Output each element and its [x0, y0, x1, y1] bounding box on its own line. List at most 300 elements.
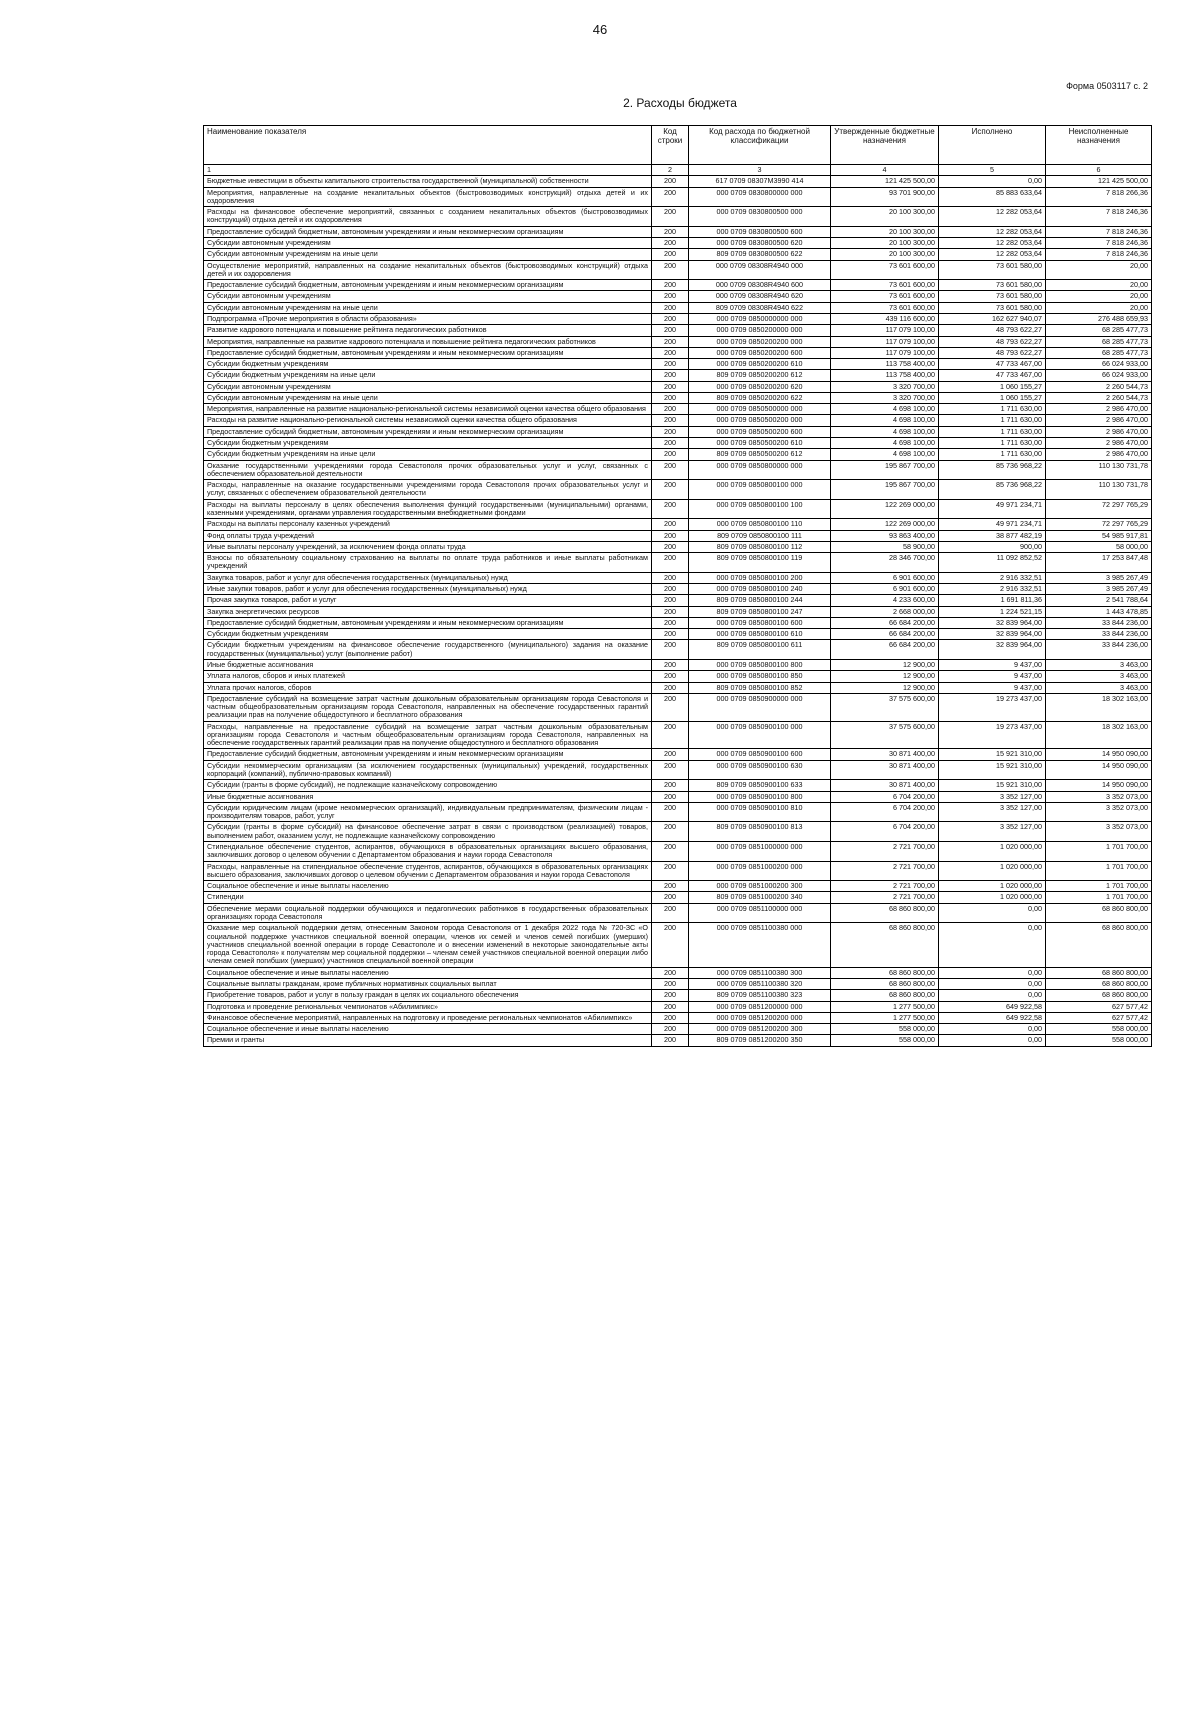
row-approved: 2 721 700,00 — [831, 892, 939, 903]
row-executed: 38 877 482,19 — [939, 530, 1046, 541]
row-executed: 1 020 000,00 — [939, 861, 1046, 881]
row-line-code: 200 — [652, 438, 689, 449]
row-name: Расходы, направленные на предоставление субсидий на возмещение затрат частным дошкольным образовательным организациям города Севастополя и частным общеобразовательным организациям города Севастополя, направленных на обеспечение государственных гарантий реализации прав на получение общедоступного и бесплатного образования — [204, 721, 652, 749]
row-line-code: 200 — [652, 176, 689, 187]
row-name: Субсидии некоммерческим организациям (за исключением государственных (муниципальных) учреждений, государственных корпораций (компаний), публично-правовых компаний) — [204, 760, 652, 780]
row-executed: 73 601 580,00 — [939, 291, 1046, 302]
row-expense-code: 000 0709 0851000200 000 — [689, 861, 831, 881]
row-executed: 1 020 000,00 — [939, 881, 1046, 892]
row-approved: 20 100 300,00 — [831, 237, 939, 248]
row-unexecuted: 66 024 933,00 — [1046, 370, 1152, 381]
row-unexecuted: 20,00 — [1046, 302, 1152, 313]
row-unexecuted: 3 352 073,00 — [1046, 791, 1152, 802]
row-approved: 73 601 600,00 — [831, 260, 939, 280]
table-row — [204, 1024, 1152, 1035]
row-approved: 73 601 600,00 — [831, 280, 939, 291]
table-row — [204, 967, 1152, 978]
row-unexecuted: 110 130 731,78 — [1046, 460, 1152, 480]
row-expense-code: 000 0709 0851100380 000 — [689, 923, 831, 967]
row-line-code: 200 — [652, 553, 689, 573]
row-approved: 12 900,00 — [831, 659, 939, 670]
table-row — [204, 226, 1152, 237]
row-approved: 4 698 100,00 — [831, 404, 939, 415]
row-approved: 20 100 300,00 — [831, 249, 939, 260]
row-line-code: 200 — [652, 249, 689, 260]
row-name: Оказание мер социальной поддержки детям, отнесенным Законом города Севастополя от 1 декабря 2022 года № 720-ЗС «О социальной поддержке участников специальной военной операции, членов их семей и членов семей погибших (умерших) участников специальной военной операции в городе Севастополе и о внесении изменений в некоторые законодательные акты города Севастополя» к получателям мер социальной поддержки – членам семей участников специальной военной операции либо членам семей погибших (умерших) участников специальной военной операции — [204, 923, 652, 967]
row-approved: 20 100 300,00 — [831, 207, 939, 227]
row-name: Предоставление субсидий на возмещение затрат частным дошкольным образовательным организациям города Севастополя и частным общеобразовательным организациям города Севастополя, направленных на обеспечение государственных гарантий реализации прав на получение общедоступного и бесплатного образования — [204, 693, 652, 721]
table-row — [204, 392, 1152, 403]
row-name: Субсидии автономным учреждениям — [204, 291, 652, 302]
row-approved: 195 867 700,00 — [831, 480, 939, 500]
row-line-code: 200 — [652, 1024, 689, 1035]
row-name: Уплата налогов, сборов и иных платежей — [204, 671, 652, 682]
row-name: Социальное обеспечение и иные выплаты населению — [204, 1024, 652, 1035]
row-unexecuted: 2 986 470,00 — [1046, 449, 1152, 460]
row-name: Субсидии бюджетным учреждениям на иные цели — [204, 370, 652, 381]
row-approved: 30 871 400,00 — [831, 749, 939, 760]
row-executed: 85 883 633,64 — [939, 187, 1046, 207]
row-name: Фонд оплаты труда учреждений — [204, 530, 652, 541]
row-unexecuted: 7 818 266,36 — [1046, 187, 1152, 207]
row-unexecuted: 3 985 267,49 — [1046, 572, 1152, 583]
row-name: Субсидии автономным учреждениям — [204, 381, 652, 392]
row-name: Расходы на выплаты персоналу в целях обеспечения выполнения функций государственными (муниципальными) органами, казенными учреждениями, органами управления государственными внебюджетными фондами — [204, 499, 652, 519]
row-expense-code: 000 0709 08308R4940 000 — [689, 260, 831, 280]
row-expense-code: 000 0709 0850200200 000 — [689, 336, 831, 347]
row-unexecuted: 68 860 800,00 — [1046, 923, 1152, 967]
row-line-code: 200 — [652, 640, 689, 660]
row-executed: 1 020 000,00 — [939, 892, 1046, 903]
row-name: Субсидии (гранты в форме субсидий) на финансовое обеспечение затрат в связи с производством (реализацией) товаров, выполнением работ, оказанием услуг, не подлежащие казначейскому сопровождению — [204, 822, 652, 842]
row-executed: 0,00 — [939, 903, 1046, 923]
row-approved: 558 000,00 — [831, 1024, 939, 1035]
row-executed: 1 711 630,00 — [939, 449, 1046, 460]
row-line-code: 200 — [652, 892, 689, 903]
row-name: Предоставление субсидий бюджетным, автономным учреждениям и иным некоммерческим организациям — [204, 347, 652, 358]
table-row — [204, 260, 1152, 280]
row-line-code: 200 — [652, 791, 689, 802]
table-row — [204, 530, 1152, 541]
row-approved: 68 860 800,00 — [831, 923, 939, 967]
row-executed: 19 273 437,00 — [939, 693, 1046, 721]
row-unexecuted: 58 000,00 — [1046, 541, 1152, 552]
row-unexecuted: 68 285 477,73 — [1046, 325, 1152, 336]
row-line-code: 200 — [652, 595, 689, 606]
row-expense-code: 000 0709 0851000200 300 — [689, 881, 831, 892]
table-row — [204, 903, 1152, 923]
row-line-code: 200 — [652, 541, 689, 552]
row-expense-code: 809 0709 0851100380 323 — [689, 990, 831, 1001]
table-row — [204, 237, 1152, 248]
row-approved: 4 698 100,00 — [831, 438, 939, 449]
row-executed: 32 839 964,00 — [939, 629, 1046, 640]
row-expense-code: 000 0709 0850500000 000 — [689, 404, 831, 415]
row-name: Иные выплаты персоналу учреждений, за исключением фонда оплаты труда — [204, 541, 652, 552]
row-executed: 1 711 630,00 — [939, 426, 1046, 437]
row-line-code: 200 — [652, 187, 689, 207]
table-row — [204, 671, 1152, 682]
table-row — [204, 842, 1152, 862]
row-line-code: 200 — [652, 802, 689, 822]
row-executed: 73 601 580,00 — [939, 280, 1046, 291]
row-approved: 37 575 600,00 — [831, 693, 939, 721]
row-expense-code: 809 0709 0850800100 111 — [689, 530, 831, 541]
row-executed: 47 733 467,00 — [939, 359, 1046, 370]
row-executed: 0,00 — [939, 990, 1046, 1001]
row-executed: 1 691 811,36 — [939, 595, 1046, 606]
row-executed: 15 921 310,00 — [939, 780, 1046, 791]
row-unexecuted: 72 297 765,29 — [1046, 499, 1152, 519]
row-line-code: 200 — [652, 449, 689, 460]
row-expense-code: 000 0709 0850200200 600 — [689, 347, 831, 358]
table-row — [204, 760, 1152, 780]
table-row — [204, 415, 1152, 426]
row-line-code: 200 — [652, 629, 689, 640]
row-name: Субсидии автономным учреждениям на иные цели — [204, 392, 652, 403]
row-expense-code: 000 0709 0850900000 000 — [689, 693, 831, 721]
row-expense-code: 809 0709 0850200200 622 — [689, 392, 831, 403]
row-executed: 1 224 521,15 — [939, 606, 1046, 617]
row-line-code: 200 — [652, 861, 689, 881]
row-name: Уплата прочих налогов, сборов — [204, 682, 652, 693]
row-executed: 49 971 234,71 — [939, 519, 1046, 530]
row-executed: 2 916 332,51 — [939, 583, 1046, 594]
page-number: 46 — [592, 22, 608, 37]
row-expense-code: 000 0709 0850800100 240 — [689, 583, 831, 594]
row-line-code: 200 — [652, 426, 689, 437]
row-executed: 73 601 580,00 — [939, 260, 1046, 280]
row-executed: 9 437,00 — [939, 682, 1046, 693]
row-line-code: 200 — [652, 260, 689, 280]
row-line-code: 200 — [652, 572, 689, 583]
row-executed: 0,00 — [939, 1035, 1046, 1046]
row-approved: 12 900,00 — [831, 682, 939, 693]
row-unexecuted: 68 285 477,73 — [1046, 336, 1152, 347]
row-approved: 3 320 700,00 — [831, 392, 939, 403]
row-expense-code: 809 0709 08308R4940 622 — [689, 302, 831, 313]
row-unexecuted: 3 463,00 — [1046, 671, 1152, 682]
row-executed: 1 020 000,00 — [939, 842, 1046, 862]
row-unexecuted: 121 425 500,00 — [1046, 176, 1152, 187]
row-executed: 162 627 940,07 — [939, 313, 1046, 324]
row-expense-code: 809 0709 0850800100 112 — [689, 541, 831, 552]
table-row — [204, 881, 1152, 892]
row-executed: 900,00 — [939, 541, 1046, 552]
row-unexecuted: 33 844 236,00 — [1046, 629, 1152, 640]
row-expense-code: 809 0709 0851000200 340 — [689, 892, 831, 903]
row-unexecuted: 20,00 — [1046, 291, 1152, 302]
row-expense-code: 000 0709 0850900100 000 — [689, 721, 831, 749]
row-approved: 20 100 300,00 — [831, 226, 939, 237]
row-executed: 1 711 630,00 — [939, 404, 1046, 415]
row-expense-code: 000 0709 0850900100 810 — [689, 802, 831, 822]
table-row — [204, 583, 1152, 594]
row-executed: 12 282 053,64 — [939, 249, 1046, 260]
row-unexecuted: 3 352 073,00 — [1046, 802, 1152, 822]
row-approved: 2 721 700,00 — [831, 842, 939, 862]
row-line-code: 200 — [652, 842, 689, 862]
row-name: Предоставление субсидий бюджетным, автономным учреждениям и иным некоммерческим организациям — [204, 617, 652, 628]
row-line-code: 200 — [652, 693, 689, 721]
row-line-code: 200 — [652, 291, 689, 302]
row-expense-code: 000 0709 0830800500 000 — [689, 207, 831, 227]
row-expense-code: 000 0709 0850500200 000 — [689, 415, 831, 426]
row-unexecuted: 1 701 700,00 — [1046, 892, 1152, 903]
table-row — [204, 780, 1152, 791]
row-expense-code: 000 0709 0850800100 100 — [689, 499, 831, 519]
header-expense-code: Код расхода по бюджетной классификации — [689, 126, 831, 165]
row-unexecuted: 18 302 163,00 — [1046, 721, 1152, 749]
row-approved: 121 425 500,00 — [831, 176, 939, 187]
header-unexecuted: Неисполненные назначения — [1046, 126, 1152, 165]
row-name: Иные бюджетные ассигнования — [204, 791, 652, 802]
table-row — [204, 606, 1152, 617]
table-row — [204, 749, 1152, 760]
row-unexecuted: 1 443 478,85 — [1046, 606, 1152, 617]
row-name: Бюджетные инвестиции в объекты капитального строительства государственной (муниципальной) собственности — [204, 176, 652, 187]
row-name: Взносы по обязательному социальному страхованию на выплаты по оплате труда работников и иные выплаты работникам учреждений — [204, 553, 652, 573]
table-row — [204, 187, 1152, 207]
row-approved: 6 901 600,00 — [831, 583, 939, 594]
row-approved: 66 684 200,00 — [831, 640, 939, 660]
row-executed: 12 282 053,64 — [939, 207, 1046, 227]
row-expense-code: 000 0709 0850900100 800 — [689, 791, 831, 802]
row-line-code: 200 — [652, 990, 689, 1001]
row-unexecuted: 2 986 470,00 — [1046, 404, 1152, 415]
row-executed: 3 352 127,00 — [939, 822, 1046, 842]
table-row — [204, 438, 1152, 449]
table-row — [204, 802, 1152, 822]
row-expense-code: 000 0709 0850800100 110 — [689, 519, 831, 530]
table-row — [204, 359, 1152, 370]
row-executed: 19 273 437,00 — [939, 721, 1046, 749]
row-expense-code: 809 0709 0850900100 633 — [689, 780, 831, 791]
row-approved: 66 684 200,00 — [831, 617, 939, 628]
row-expense-code: 000 0709 0850800100 000 — [689, 480, 831, 500]
row-line-code: 200 — [652, 822, 689, 842]
row-unexecuted: 627 577,42 — [1046, 1001, 1152, 1012]
row-expense-code: 000 0709 08308R4940 600 — [689, 280, 831, 291]
row-executed: 1 711 630,00 — [939, 438, 1046, 449]
row-approved: 6 704 200,00 — [831, 822, 939, 842]
row-line-code: 200 — [652, 530, 689, 541]
row-line-code: 200 — [652, 313, 689, 324]
row-approved: 2 668 000,00 — [831, 606, 939, 617]
row-line-code: 200 — [652, 207, 689, 227]
row-expense-code: 000 0709 0851100380 300 — [689, 967, 831, 978]
row-unexecuted: 2 541 788,64 — [1046, 595, 1152, 606]
table-row — [204, 923, 1152, 967]
row-unexecuted: 7 818 246,36 — [1046, 207, 1152, 227]
row-expense-code: 809 0709 0850800100 247 — [689, 606, 831, 617]
budget-expenses-table — [203, 125, 1152, 1047]
table-row — [204, 791, 1152, 802]
row-approved: 6 704 200,00 — [831, 802, 939, 822]
row-line-code: 200 — [652, 460, 689, 480]
row-executed: 15 921 310,00 — [939, 760, 1046, 780]
row-unexecuted: 2 260 544,73 — [1046, 381, 1152, 392]
row-expense-code: 000 0709 0851200200 300 — [689, 1024, 831, 1035]
row-expense-code: 809 0709 0850900100 813 — [689, 822, 831, 842]
row-line-code: 200 — [652, 617, 689, 628]
row-name: Социальное обеспечение и иные выплаты населению — [204, 881, 652, 892]
row-expense-code: 000 0709 0850200000 000 — [689, 325, 831, 336]
row-unexecuted: 33 844 236,00 — [1046, 617, 1152, 628]
row-approved: 68 860 800,00 — [831, 903, 939, 923]
row-executed: 85 736 968,22 — [939, 480, 1046, 500]
row-executed: 12 282 053,64 — [939, 226, 1046, 237]
header-name: Наименование показателя — [204, 126, 652, 165]
row-unexecuted: 18 302 163,00 — [1046, 693, 1152, 721]
row-unexecuted: 2 986 470,00 — [1046, 438, 1152, 449]
row-name: Субсидии бюджетным учреждениям на финансовое обеспечение государственного (муниципального) задания на оказание государственных (муниципальных) услуг (выполнение работ) — [204, 640, 652, 660]
row-approved: 1 277 500,00 — [831, 1012, 939, 1023]
table-row — [204, 978, 1152, 989]
row-approved: 12 900,00 — [831, 671, 939, 682]
row-name: Закупка товаров, работ и услуг для обеспечения государственных (муниципальных) нужд — [204, 572, 652, 583]
row-unexecuted: 7 818 246,36 — [1046, 237, 1152, 248]
table-row — [204, 553, 1152, 573]
row-expense-code: 000 0709 0850500200 600 — [689, 426, 831, 437]
row-expense-code: 809 0709 0850800100 244 — [689, 595, 831, 606]
row-executed: 0,00 — [939, 967, 1046, 978]
row-approved: 66 684 200,00 — [831, 629, 939, 640]
row-expense-code: 000 0709 0830800500 620 — [689, 237, 831, 248]
row-unexecuted: 7 818 246,36 — [1046, 249, 1152, 260]
header-executed: Исполнено — [939, 126, 1046, 165]
row-name: Субсидии бюджетным учреждениям на иные цели — [204, 449, 652, 460]
row-line-code: 200 — [652, 1035, 689, 1046]
row-expense-code: 000 0709 0850800100 600 — [689, 617, 831, 628]
row-expense-code: 000 0709 08308R4940 620 — [689, 291, 831, 302]
table-row — [204, 499, 1152, 519]
row-line-code: 200 — [652, 978, 689, 989]
row-expense-code: 000 0709 0850500200 610 — [689, 438, 831, 449]
row-line-code: 200 — [652, 480, 689, 500]
row-expense-code: 000 0709 0851000000 000 — [689, 842, 831, 862]
row-expense-code: 809 0709 0850800100 611 — [689, 640, 831, 660]
row-unexecuted: 3 985 267,49 — [1046, 583, 1152, 594]
row-unexecuted: 68 285 477,73 — [1046, 347, 1152, 358]
header-line-code: Код строки — [652, 126, 689, 165]
row-line-code: 200 — [652, 237, 689, 248]
column-number: 3 — [689, 165, 831, 176]
table-row — [204, 207, 1152, 227]
row-unexecuted: 17 253 847,48 — [1046, 553, 1152, 573]
row-name: Предоставление субсидий бюджетным, автономным учреждениям и иным некоммерческим организациям — [204, 280, 652, 291]
row-line-code: 200 — [652, 325, 689, 336]
row-unexecuted: 14 950 090,00 — [1046, 760, 1152, 780]
row-approved: 58 900,00 — [831, 541, 939, 552]
row-unexecuted: 627 577,42 — [1046, 1012, 1152, 1023]
row-executed: 15 921 310,00 — [939, 749, 1046, 760]
row-executed: 73 601 580,00 — [939, 302, 1046, 313]
row-executed: 12 282 053,64 — [939, 237, 1046, 248]
row-name: Социальные выплаты гражданам, кроме публичных нормативных социальных выплат — [204, 978, 652, 989]
table-row — [204, 370, 1152, 381]
row-approved: 2 721 700,00 — [831, 861, 939, 881]
table-row — [204, 617, 1152, 628]
row-unexecuted: 276 488 659,93 — [1046, 313, 1152, 324]
row-line-code: 200 — [652, 967, 689, 978]
row-executed: 649 922,58 — [939, 1001, 1046, 1012]
row-name: Субсидии бюджетным учреждениям — [204, 629, 652, 640]
table-header-row — [204, 126, 1152, 165]
column-number: 2 — [652, 165, 689, 176]
row-line-code: 200 — [652, 721, 689, 749]
row-approved: 4 233 600,00 — [831, 595, 939, 606]
row-executed: 48 793 622,27 — [939, 336, 1046, 347]
row-unexecuted: 110 130 731,78 — [1046, 480, 1152, 500]
row-name: Предоставление субсидий бюджетным, автономным учреждениям и иным некоммерческим организациям — [204, 226, 652, 237]
row-unexecuted: 1 701 700,00 — [1046, 881, 1152, 892]
row-expense-code: 000 0709 0850900100 630 — [689, 760, 831, 780]
row-name: Предоставление субсидий бюджетным, автономным учреждениям и иным некоммерческим организациям — [204, 749, 652, 760]
row-expense-code: 000 0709 0850800100 850 — [689, 671, 831, 682]
row-executed: 0,00 — [939, 176, 1046, 187]
row-name: Расходы на выплаты персоналу казенных учреждений — [204, 519, 652, 530]
row-executed: 85 736 968,22 — [939, 460, 1046, 480]
row-unexecuted: 1 701 700,00 — [1046, 842, 1152, 862]
row-name: Субсидии автономным учреждениям на иные цели — [204, 302, 652, 313]
row-approved: 73 601 600,00 — [831, 302, 939, 313]
table-body — [204, 165, 1152, 1047]
table-row — [204, 1035, 1152, 1046]
row-name: Субсидии бюджетным учреждениям — [204, 438, 652, 449]
row-executed: 0,00 — [939, 1024, 1046, 1035]
row-line-code: 200 — [652, 749, 689, 760]
row-executed: 9 437,00 — [939, 659, 1046, 670]
row-unexecuted: 14 950 090,00 — [1046, 780, 1152, 791]
form-code: Форма 0503117 с. 2 — [1066, 81, 1148, 91]
row-unexecuted: 2 986 470,00 — [1046, 426, 1152, 437]
row-unexecuted: 2 986 470,00 — [1046, 415, 1152, 426]
row-name: Подпрограмма «Прочие мероприятия в области образования» — [204, 313, 652, 324]
table-row — [204, 541, 1152, 552]
table-row — [204, 721, 1152, 749]
section-title: 2. Расходы бюджета — [623, 96, 737, 110]
column-number: 5 — [939, 165, 1046, 176]
row-expense-code: 809 0709 0851200200 350 — [689, 1035, 831, 1046]
column-number: 1 — [204, 165, 652, 176]
row-line-code: 200 — [652, 415, 689, 426]
row-name: Расходы, направленные на стипендиальное обеспечение студентов, аспирантов, обучающихся в образовательных организациях высшего образования, заключивших договор о целевом обучении с Департаментом образования и науки города Севастополя — [204, 861, 652, 881]
row-approved: 37 575 600,00 — [831, 721, 939, 749]
row-expense-code: 000 0709 0851100380 320 — [689, 978, 831, 989]
row-executed: 3 352 127,00 — [939, 802, 1046, 822]
row-line-code: 200 — [652, 499, 689, 519]
row-approved: 4 698 100,00 — [831, 449, 939, 460]
table-row — [204, 280, 1152, 291]
row-approved: 68 860 800,00 — [831, 967, 939, 978]
row-unexecuted: 14 950 090,00 — [1046, 749, 1152, 760]
table-row — [204, 381, 1152, 392]
row-executed: 32 839 964,00 — [939, 617, 1046, 628]
table-row — [204, 426, 1152, 437]
table-row — [204, 861, 1152, 881]
row-line-code: 200 — [652, 381, 689, 392]
table-row — [204, 249, 1152, 260]
row-approved: 6 704 200,00 — [831, 791, 939, 802]
row-expense-code: 000 0709 0850800000 000 — [689, 460, 831, 480]
row-executed: 0,00 — [939, 923, 1046, 967]
row-expense-code: 809 0709 0850800100 852 — [689, 682, 831, 693]
row-expense-code: 000 0709 0850800100 200 — [689, 572, 831, 583]
row-name: Мероприятия, направленные на развитие кадрового потенциала и повышение рейтинга педагогических работников — [204, 336, 652, 347]
row-line-code: 200 — [652, 392, 689, 403]
row-name: Иные закупки товаров, работ и услуг для обеспечения государственных (муниципальных) нужд — [204, 583, 652, 594]
